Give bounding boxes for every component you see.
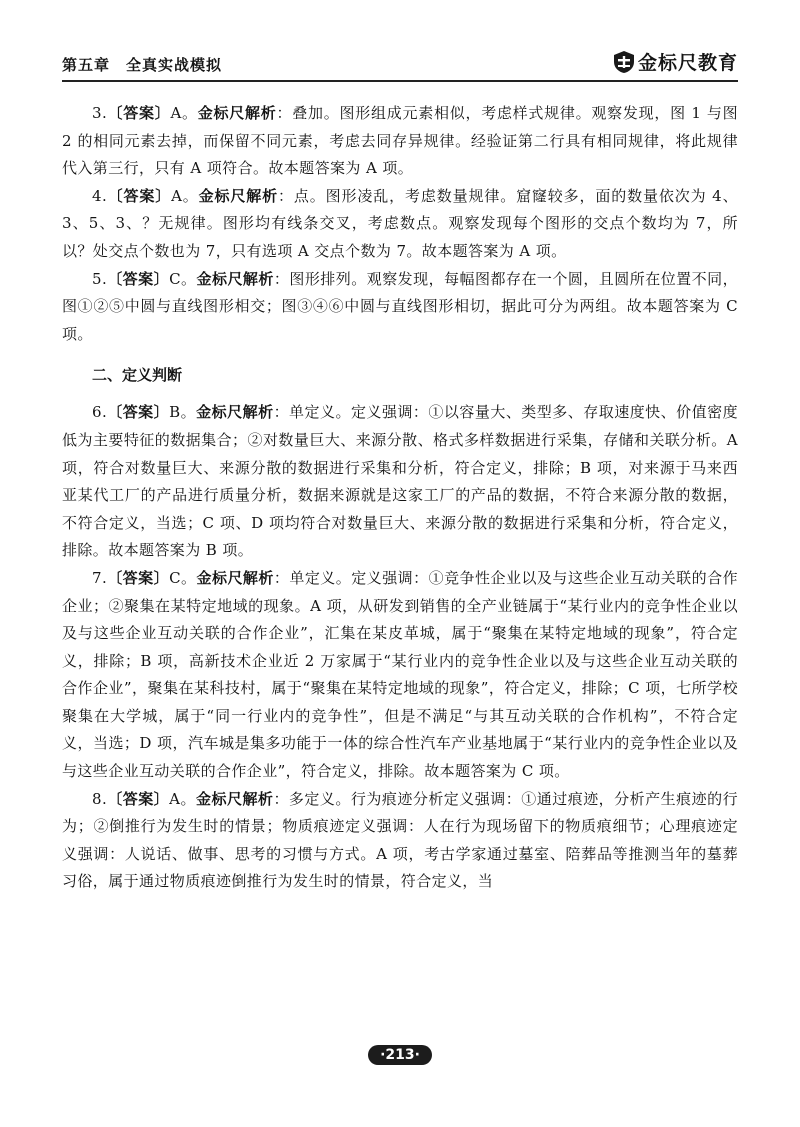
answer-value: C。	[169, 269, 197, 288]
page-number	[0, 1044, 800, 1065]
answer-label: 〔答案〕	[107, 104, 171, 122]
analysis-label: 金标尺解析	[198, 186, 279, 205]
header-rule	[62, 80, 738, 82]
answer-value: A。	[170, 104, 198, 122]
answer-value: A。	[169, 789, 196, 808]
question-number: 7.	[92, 568, 108, 587]
page-number-badge: ·213·	[368, 1045, 432, 1065]
answer-paragraph	[62, 266, 738, 349]
analysis-text: ：单定义。定义强调：①以容量大、类型多、存取速度快、价值密度低为主要特征的数据集合；②对数量巨大、来源分散、格式多样数据进行采集，存储和关联分析。A 项，符合对数量巨大、来源分散的数据进行采集和分析，符合定义，排除；B 项，对来源于马来西亚某代工厂的产品进行质量分析，数据来源就是这家工厂的产品的数据，不符合来源分散的数据，不符合定义，当选；C 项、D 项均符合对数量巨大、来源分散的数据进行采集和分析，符合定义，排除。故本题答案为 B 项。	[62, 403, 738, 560]
analysis-text: ：点。图形凌乱，考虑数量规律。窟窿较多，面的数量依次为 4、3、5、3、？无规律。图形均有线条交叉，考虑数点。观察发现每个图形的交点个数均为 7，所以？处交点个数也为 7，只有选项 A 交点个数为 7。故本题答案为 A 项。	[62, 186, 738, 260]
question-number: 6.	[92, 403, 108, 422]
analysis-text: ：多定义。行为痕迹分析定义强调：①通过痕迹，分析产生痕迹的行为；②倒推行为发生时的情景；物质痕迹定义强调：人在行为现场留下的物质痕细节；心理痕迹定义强调：人说话、做事、思考的习惯与方式。A 项，考古学家通过墓室、陪葬品等推测当年的墓葬习俗，属于通过物质痕迹倒推行为发生时的情景，符合定义，当	[62, 789, 738, 891]
shield-logo-icon	[613, 50, 635, 74]
question-number: 8.	[92, 789, 108, 808]
analysis-text: ：单定义。定义强调：①竞争性企业以及与这些企业互动关联的合作企业；②聚集在某特定地域的现象。A 项，从研发到销售的全产业链属于“某行业内的竞争性企业以及与这些企业互动关联的合作企业”，汇集在某皮革城，属于“聚集在某特定地域的现象”，符合定义，排除；B 项，高新技术企业近 2 万家属于“某行业内的竞争性企业以及与这些企业互动关联的合作企业”，聚集在某科技村，属于“聚集在某特定地域的现象”，符合定义，排除；C 项，七所学校聚集在大学城，属于“同一行业内的竞争性”，但是不满足“与其互动关联的合作机构”，不符合定义，当选；D 项，汽车城是集多功能于一体的综合性汽车产业基地属于“某行业内的竞争性企业以及与这些企业互动关联的合作企业”，符合定义，排除。故本题答案为 C 项。	[62, 568, 738, 781]
analysis-label: 金标尺解析	[196, 269, 274, 288]
answer-value: A。	[171, 186, 199, 205]
analysis-label: 金标尺解析	[196, 568, 274, 587]
answer-label: 〔答案〕	[107, 186, 172, 205]
analysis-label: 金标尺解析	[195, 789, 274, 808]
answer-paragraph	[62, 399, 738, 565]
answer-paragraph	[62, 183, 738, 266]
answer-paragraph	[62, 565, 738, 786]
answer-paragraph	[62, 100, 738, 183]
brand-logo	[613, 48, 738, 75]
analysis-label: 金标尺解析	[197, 104, 277, 122]
question-number: 3.	[92, 104, 108, 122]
question-number: 5.	[92, 269, 108, 288]
answer-value: B。	[169, 403, 197, 422]
chapter-title: 第五章 全真实战模拟	[62, 56, 223, 74]
answer-paragraph	[62, 786, 738, 896]
page-header	[62, 46, 738, 80]
analysis-label: 金标尺解析	[196, 403, 274, 422]
answer-label: 〔答案〕	[107, 789, 170, 808]
section-heading: 二、定义判断	[92, 366, 183, 385]
answer-label: 〔答案〕	[107, 269, 170, 288]
brand-name: 金标尺教育	[637, 52, 738, 74]
analysis-text: ：图形排列。观察发现，每幅图都存在一个圆，且圆所在位置不同，图①②⑤中圆与直线图形相交；图③④⑥中圆与直线图形相切，据此可分为两组。故本题答案为 C 项。	[62, 269, 738, 343]
analysis-text: ：叠加。图形组成元素相似，考虑样式规律。观察发现，图 1 与图 2 的相同元素去掉，而保留不同元素，考虑去同存异规律。经验证第二行具有相同规律，将此规律代入第三行，只有 A 项符合。故本题答案为 A 项。	[62, 104, 738, 178]
page-content	[62, 100, 738, 896]
answer-label: 〔答案〕	[107, 403, 170, 422]
answer-label: 〔答案〕	[107, 568, 170, 587]
question-number: 4.	[92, 186, 108, 205]
answer-value: C。	[169, 568, 197, 587]
